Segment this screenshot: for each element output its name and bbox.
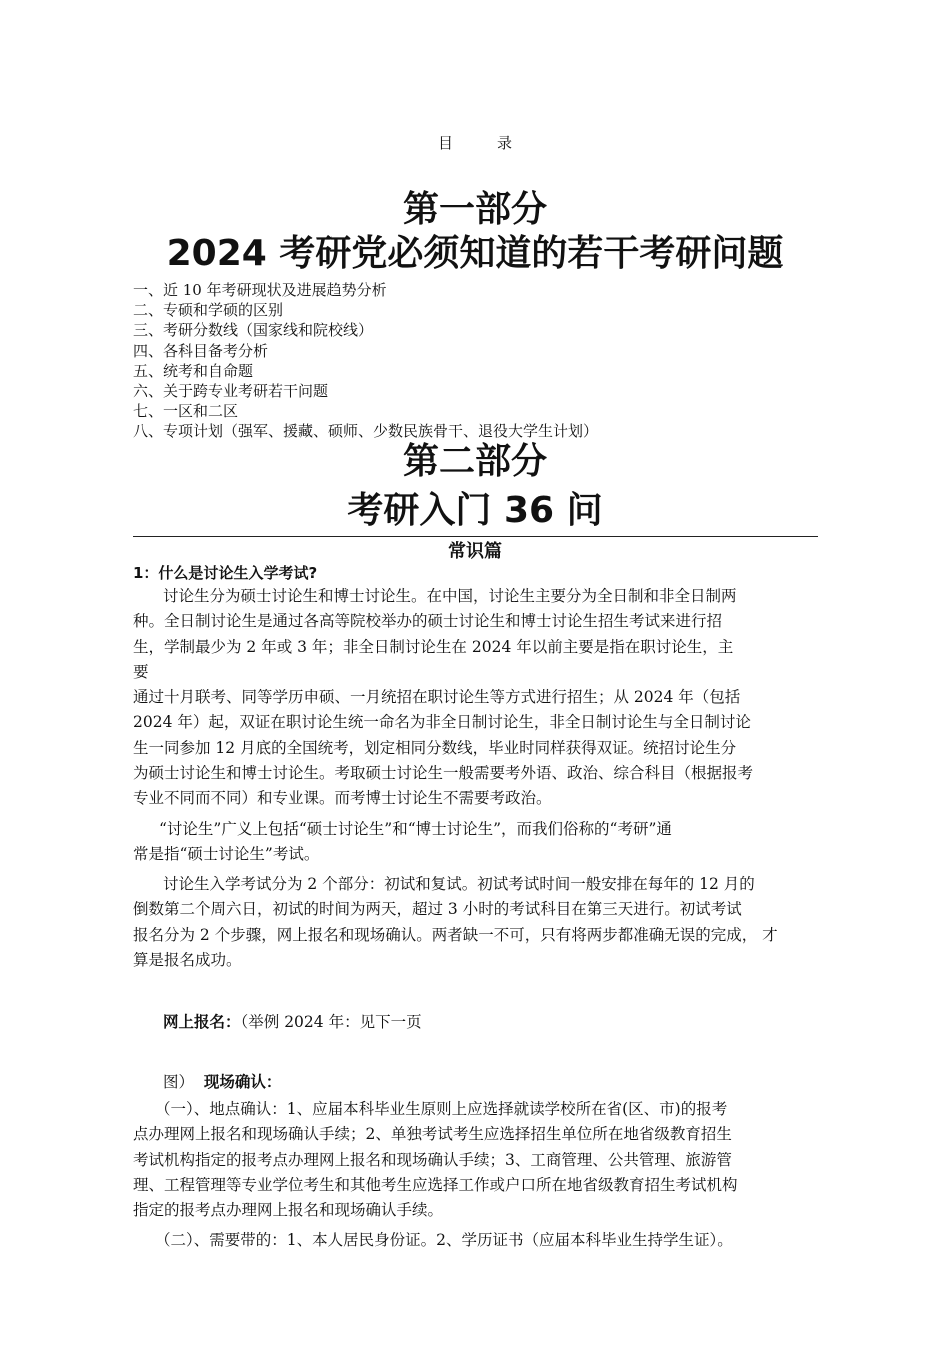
text-line: 报名分为 2 个步骤，网上报名和现场确认。两者缺一不可，只有将两步都准确无误的完成， 才 xyxy=(133,925,778,944)
text-line: 讨论生入学考试分为 2 个部分：初试和复试。初试考试时间一般安排在每年的 12 月的 xyxy=(163,875,755,893)
toc-title-char-2: 录 xyxy=(497,134,513,152)
toc-item: 八、专项计划（强军、援藏、硕师、少数民族骨干、退役大学生计划） xyxy=(133,422,599,441)
toc-item: 七、一区和二区 xyxy=(133,402,239,421)
section-title: 常识篇 xyxy=(448,541,502,562)
paragraph-4 xyxy=(133,1097,845,1223)
text-line: （一）、地点确认：1、应届本科毕业生原则上应选择就读学校所在省(区、市)的报考 xyxy=(155,1100,728,1118)
part2-subtitle: 考研入门 36 问 xyxy=(347,490,603,531)
toc-item: 五、统考和自命题 xyxy=(133,361,254,380)
text-line: 生一同参加 12 月底的全国统考，划定相同分数线，毕业时同样获得双证。统招讨论生分 xyxy=(133,738,737,757)
toc-item: 四、各科目备考分析 xyxy=(133,341,269,360)
text-line: 理、工程管理等专业学位考生和其他考生应选择工作或户口所在地省级教育招生考试机构 xyxy=(133,1175,738,1194)
paragraph-5 xyxy=(133,1228,845,1253)
toc-title xyxy=(0,132,950,153)
text-line: 种。全日制讨论生是通过各高等院校举办的硕士讨论生和博士讨论生招生考试来进行招 xyxy=(133,612,723,631)
text-line: 点办理网上报名和现场确认手续；2、单独考试考生应选择招生单位所在地省级教育招生 xyxy=(133,1125,732,1144)
part1-heading: 第一部分 xyxy=(402,189,547,230)
text-line: 指定的报考点办理网上报名和现场确认手续。 xyxy=(133,1201,444,1220)
toc-item: 三、考研分数线（国家线和院校线） xyxy=(133,321,374,340)
text-line: 为硕士讨论生和博士讨论生。考取硕士讨论生一般需要考外语、政治、综合科目（根据报考 xyxy=(133,764,754,783)
text-line: 倒数第二个周六日，初试的时间为两天，超过 3 小时的考试科目在第三天进行。初试考试 xyxy=(133,900,742,919)
part2-heading: 第二部分 xyxy=(402,441,547,482)
toc-item: 一、近 10 年考研现状及进展趋势分析 xyxy=(133,281,387,299)
text-line: “讨论生”广义上包括“硕士讨论生”和“博士讨论生”，而我们俗称的“考研”通 xyxy=(159,820,672,838)
part1-toc-list xyxy=(133,280,598,442)
toc-title-char-1: 目 xyxy=(437,134,453,152)
toc-item: 二、专硕和学硕的区别 xyxy=(133,301,284,320)
text-line: 通过十月联考、同等学历申硕、一月统招在职讨论生等方式进行招生；从 2024 年（包括 xyxy=(133,688,741,707)
paragraph-1 xyxy=(133,584,845,812)
text-line: 讨论生分为硕士讨论生和博士讨论生。在中国，讨论生主要分为全日制和非全日制两 xyxy=(163,587,737,605)
part1-subtitle: 2024 考研党必须知道的若干考研问题 xyxy=(166,233,784,274)
paragraph-3 xyxy=(133,872,845,973)
paragraph-2 xyxy=(133,817,845,868)
text-line: （二）、需要带的：1、本人居民身份证。2、学历证书（应届本科毕业生持学生证）。 xyxy=(155,1231,733,1249)
text-line: 考试机构指定的报考点办理网上报名和现场确认手续；3、工商管理、公共管理、旅游管 xyxy=(133,1150,732,1169)
text-line: 2024 年）起，双证在职讨论生统一命名为非全日制讨论生，非全日制讨论生与全日制讨论 xyxy=(133,713,751,732)
online-registration-label: 网上报名： xyxy=(163,1013,241,1031)
text-line: 专业不同而不同）和专业课。而考博士讨论生不需要考政治。 xyxy=(133,789,552,808)
text-line: 常是指“硕士讨论生”考试。 xyxy=(133,845,320,864)
figure-reference: 图） xyxy=(163,1073,195,1091)
text-line: 要 xyxy=(133,662,149,681)
question-1-title: 1：什么是讨论生入学考试? xyxy=(133,564,318,582)
onsite-confirmation-line xyxy=(163,1070,875,1095)
online-registration-line xyxy=(163,1010,875,1035)
onsite-confirmation-label: 现场确认： xyxy=(203,1073,282,1091)
text-line: 算是报名成功。 xyxy=(133,950,242,969)
toc-item: 六、关于跨专业考研若干问题 xyxy=(133,382,329,401)
online-registration-text: （举例 2024 年：见下一页 xyxy=(240,1013,422,1031)
text-line: 生，学制最少为 2 年或 3 年；非全日制讨论生在 2024 年以前主要是指在职讨论生，主 xyxy=(133,637,734,656)
